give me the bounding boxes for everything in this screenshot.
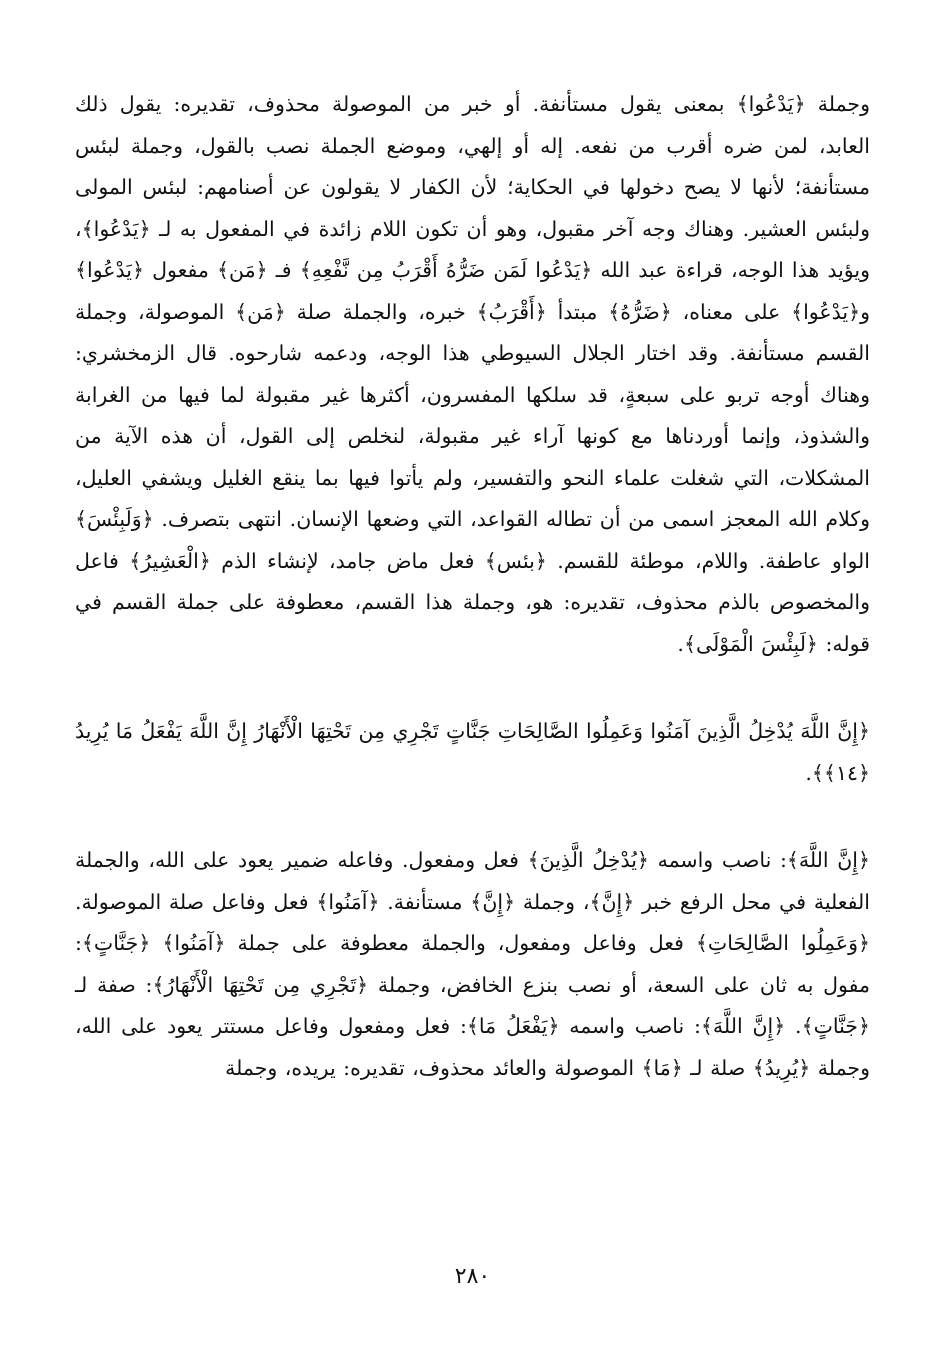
grammar-analysis-paragraph: ﴿إِنَّ اللَّهَ﴾: ناصب واسمه ﴿يُدْخِلُ الَّذِينَ﴾ فعل ومفعول. وفاعله ضمير يعود على الله، والجملة الفعلية في محل الرفع خبر ﴿إِنَّ﴾، وجملة ﴿إِنَّ﴾ مستأنفة. ﴿آمَنُوا﴾ فعل وفاعل صلة الموصولة. ﴿وَعَمِلُوا الصَّالِحَاتِ﴾ فعل وفاعل ومفعول، والجملة معطوفة على جملة ﴿آمَنُوا﴾ ﴿جَنَّاتٍ﴾: مفول به ثان على السعة، أو نصب بنزع الخافض، وجملة ﴿تَجْرِي مِن تَحْتِهَا الْأَنْهَارُ﴾: صفة لـ ﴿جَنَّاتٍ﴾. ﴿إِنَّ اللَّهَ﴾: ناصب واسمه ﴿يَفْعَلُ مَا﴾: فعل ومفعول وفاعل مستتر يعود على الله، وجملة ﴿يُرِيدُ﴾ صلة لـ ﴿مَا﴾ الموصولة والعائد محذوف، تقديره: يريده، وجملة	[75, 848, 870, 1080]
commentary-paragraph: وجملة ﴿يَدْعُوا﴾ بمعنى يقول مستأنفة. أو خبر من الموصولة محذوف، تقديره: يقول ذلك العابد، لمن ضره أقرب من نفعه. إله أو إلهي، وموضع الجملة نصب بالقول، وجملة لبئس مستأنفة؛ لأنها لا يصح دخولها في الحكاية؛ لأن الكفار لا يقولون عن أصنامهم: لبئس المولى ولبئس العشير. وهناك وجه آخر مقبول، وهو أن تكون اللام زائدة في المفعول به لـ ﴿يَدْعُوا﴾، ويؤيد هذا الوجه، قراءة عبد الله ﴿يَدْعُوا لَمَن ضَرُّهُ أَقْرَبُ مِن نَّفْعِهِ﴾ فـ ﴿مَن﴾ مفعول ﴿يَدْعُوا﴾ و﴿يَدْعُوا﴾ على معناه، ﴿ضَرُّهُ﴾ مبتدأ ﴿أَقْرَبُ﴾ خبره، والجملة صلة ﴿مَن﴾ الموصولة، وجملة القسم مستأنفة. وقد اختار الجلال السيوطي هذا الوجه، ودعمه شارحوه. قال الزمخشري: وهناك أوجه تربو على سبعةٍ، قد سلكها المفسرون، أكثرها غير مقبولة لما فيها من الغرابة والشذوذ، وإنما أوردناها مع كونها آراء غير مقبولة، لنخلص إلى القول، أن هذه الآية من المشكلات، التي شغلت علماء النحو والتفسير، ولم يأتوا فيها بما ينقع الغليل ويشفي العليل، وكلام الله المعجز اسمى من أن تطاله القواعد، التي وضعها الإنسان. انتهى بتصرف. ﴿وَلَبِئْسَ﴾ الواو عاطفة. واللام، موطئة للقسم. ﴿بئس﴾ فعل ماض جامد، لإنشاء الذم ﴿الْعَشِيرُ﴾ فاعل والمخصوص بالذم محذوف، تقديره: هو، وجملة هذا القسم، معطوفة على جملة القسم في قوله: ﴿لَبِئْسَ الْمَوْلَى﴾.	[75, 92, 870, 656]
page-body	[75, 84, 870, 1284]
quran-verse: ﴿إِنَّ اللَّهَ يُدْخِلُ الَّذِينَ آمَنُوا وَعَمِلُوا الصَّالِحَاتِ جَنَّاتٍ تَجْرِي مِن تَحْتِهَا الْأَنْهَارُ إِنَّ اللَّهَ يَفْعَلُ مَا يُرِيدُ ﴿١٤﴾﴾.	[75, 719, 870, 785]
page-number: ٢٨٠	[454, 1264, 491, 1289]
